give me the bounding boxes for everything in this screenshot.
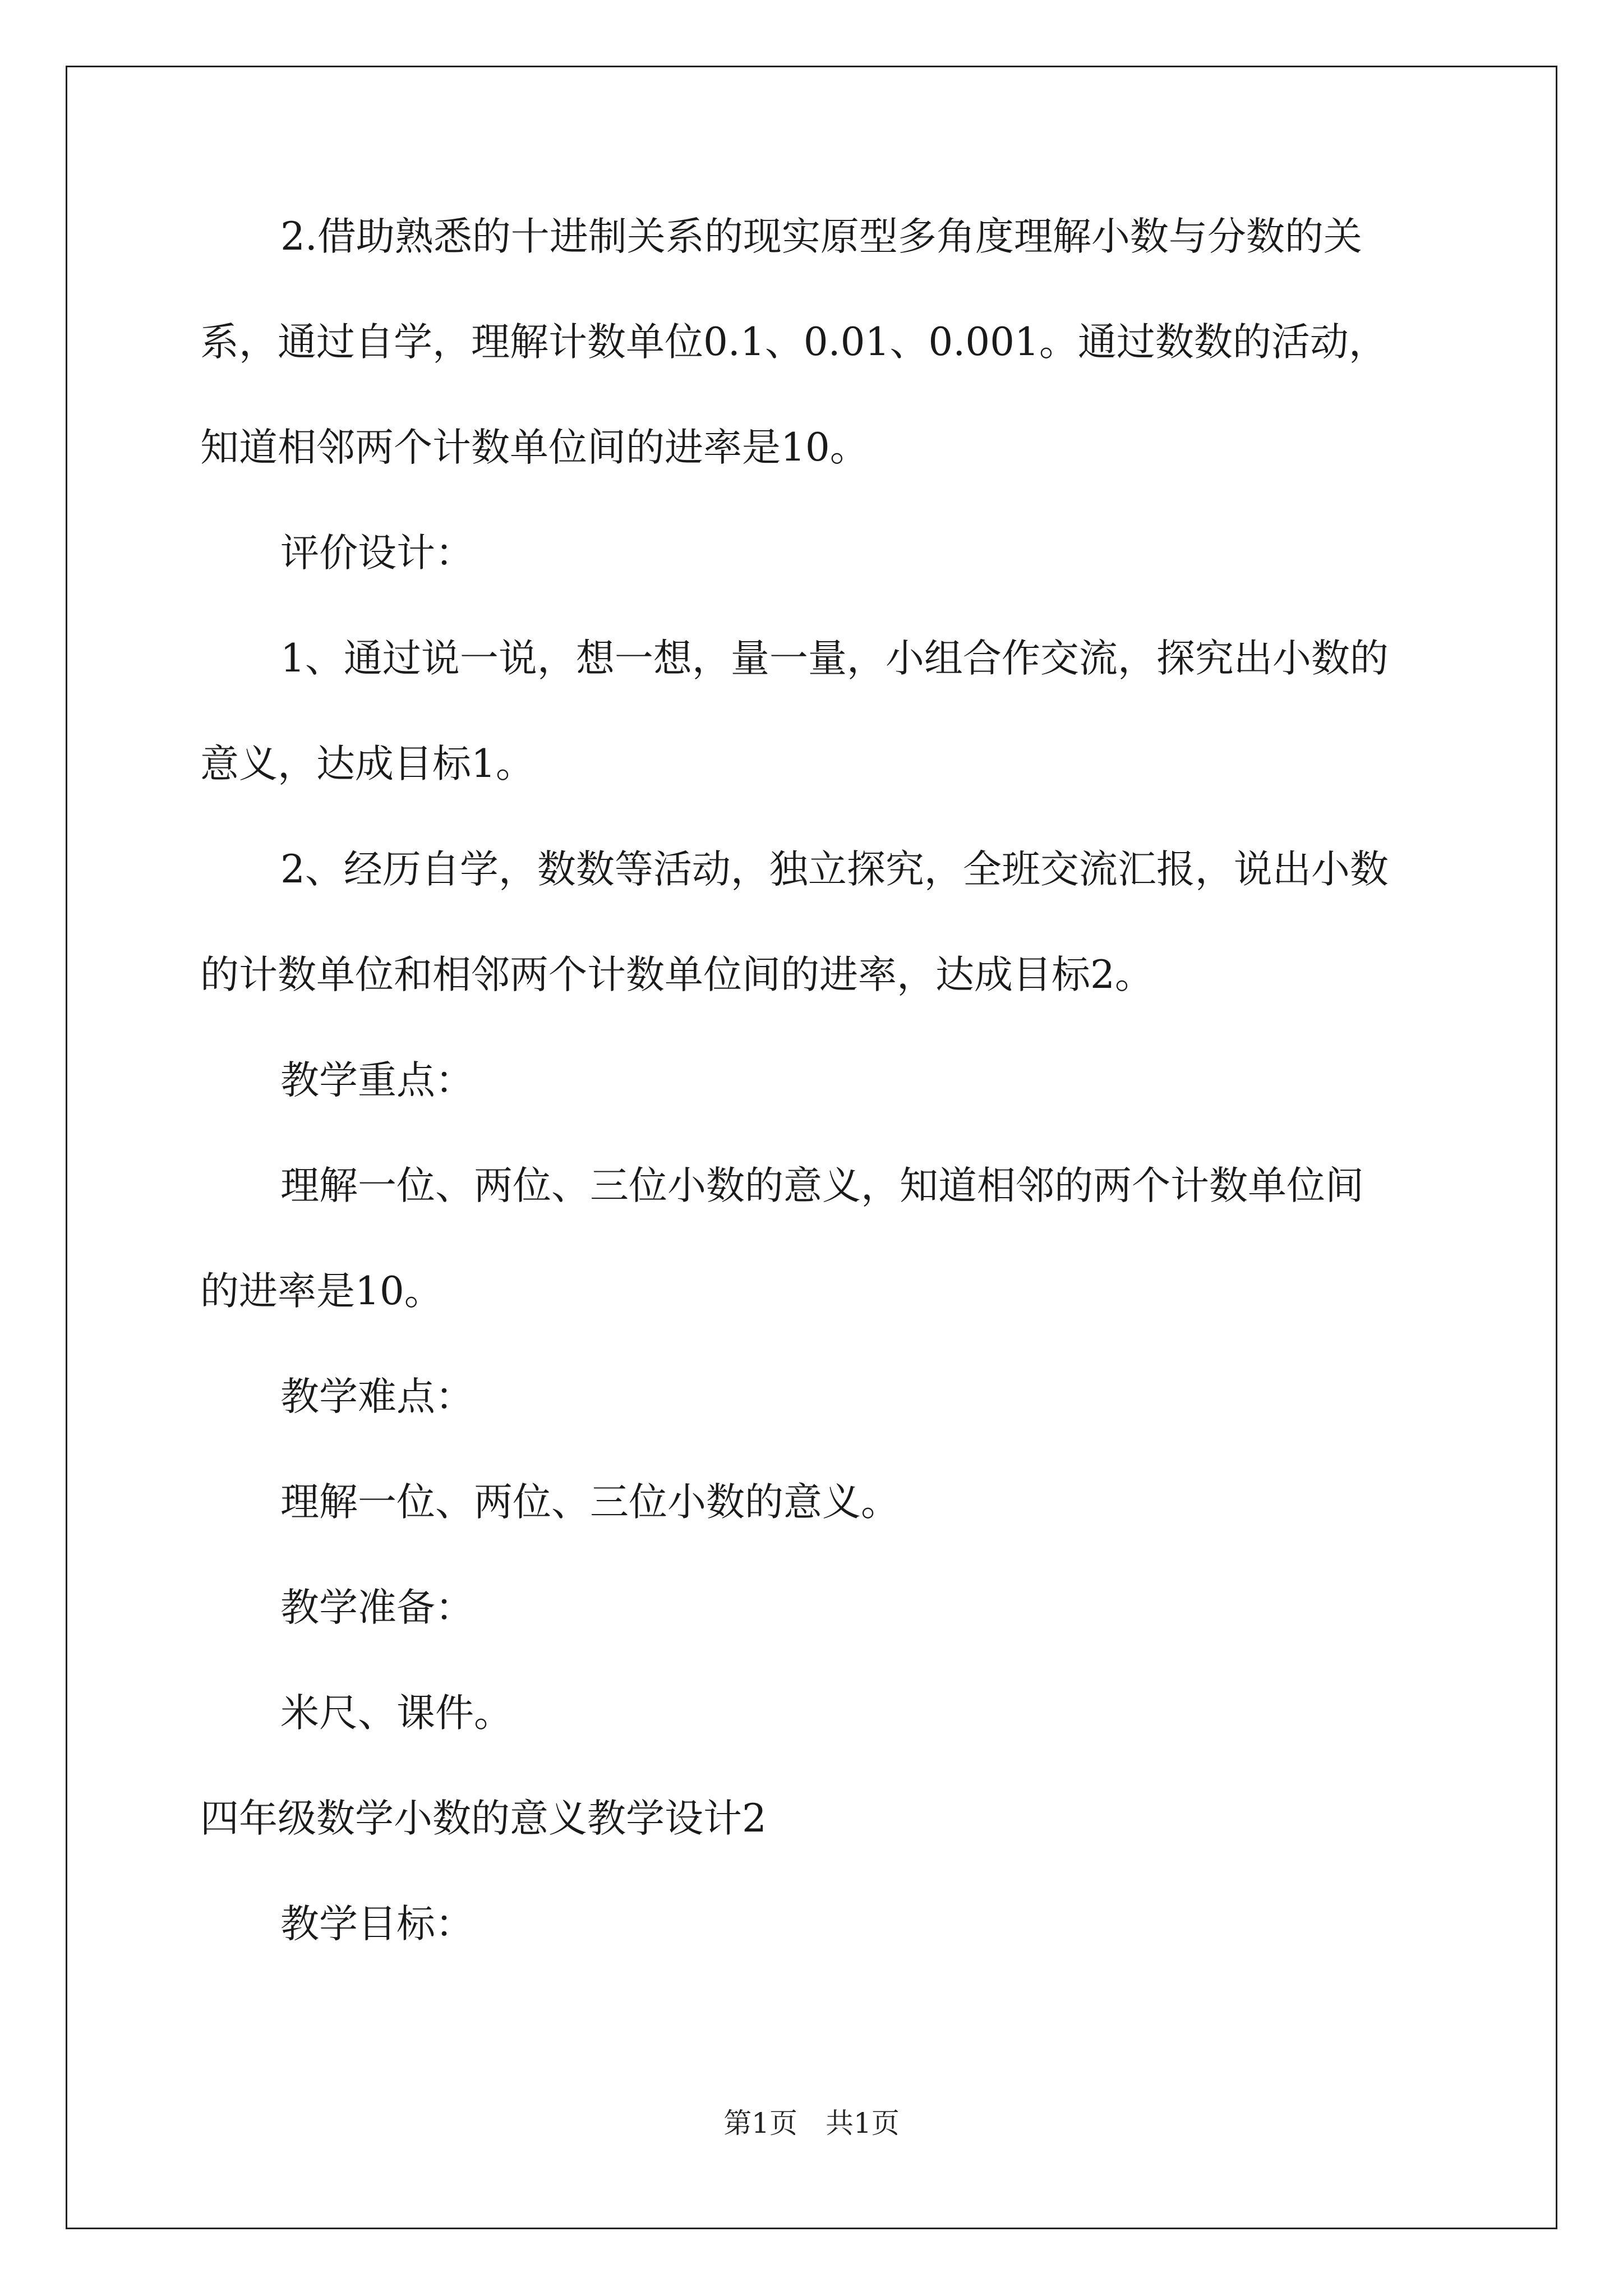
paragraph-line: 2.借助熟悉的十进制关系的现实原型多角度理解小数与分数的关 <box>280 214 1362 259</box>
page-footer <box>0 2101 1623 2146</box>
paragraph-line: 意义，达成目标1。 <box>200 742 534 786</box>
paragraph-line: 理解一位、两位、三位小数的意义。 <box>280 1480 900 1525</box>
section-label: 教学准备： <box>280 1585 474 1630</box>
document-heading: 四年级数学小数的意义教学设计2 <box>200 1796 767 1841</box>
paragraph-line: 系，通过自学，理解计数单位0.1、0.01、0.001。通过数数的活动， <box>200 320 1387 365</box>
paragraph-line: 的计数单位和相邻两个计数单位间的进率，达成目标2。 <box>200 953 1154 997</box>
section-label: 教学重点： <box>280 1058 474 1103</box>
paragraph-line: 米尺、课件。 <box>280 1691 513 1736</box>
paragraph-line: 知道相邻两个计数单位间的进率是10。 <box>200 425 869 470</box>
paragraph-line: 2、经历自学，数数等活动，独立探究，全班交流汇报，说出小数 <box>280 847 1389 892</box>
page-number: 第1页 共1页 <box>723 2107 900 2139</box>
section-label: 教学难点： <box>280 1374 474 1419</box>
paragraph-line: 理解一位、两位、三位小数的意义，知道相邻的两个计数单位间 <box>280 1163 1364 1208</box>
paragraph-line: 的进率是10。 <box>200 1269 443 1314</box>
paragraph-line: 1、通过说一说，想一想，量一量，小组合作交流，探究出小数的 <box>280 636 1389 681</box>
section-label: 教学目标： <box>280 1902 474 1947</box>
section-label: 评价设计： <box>280 531 474 576</box>
